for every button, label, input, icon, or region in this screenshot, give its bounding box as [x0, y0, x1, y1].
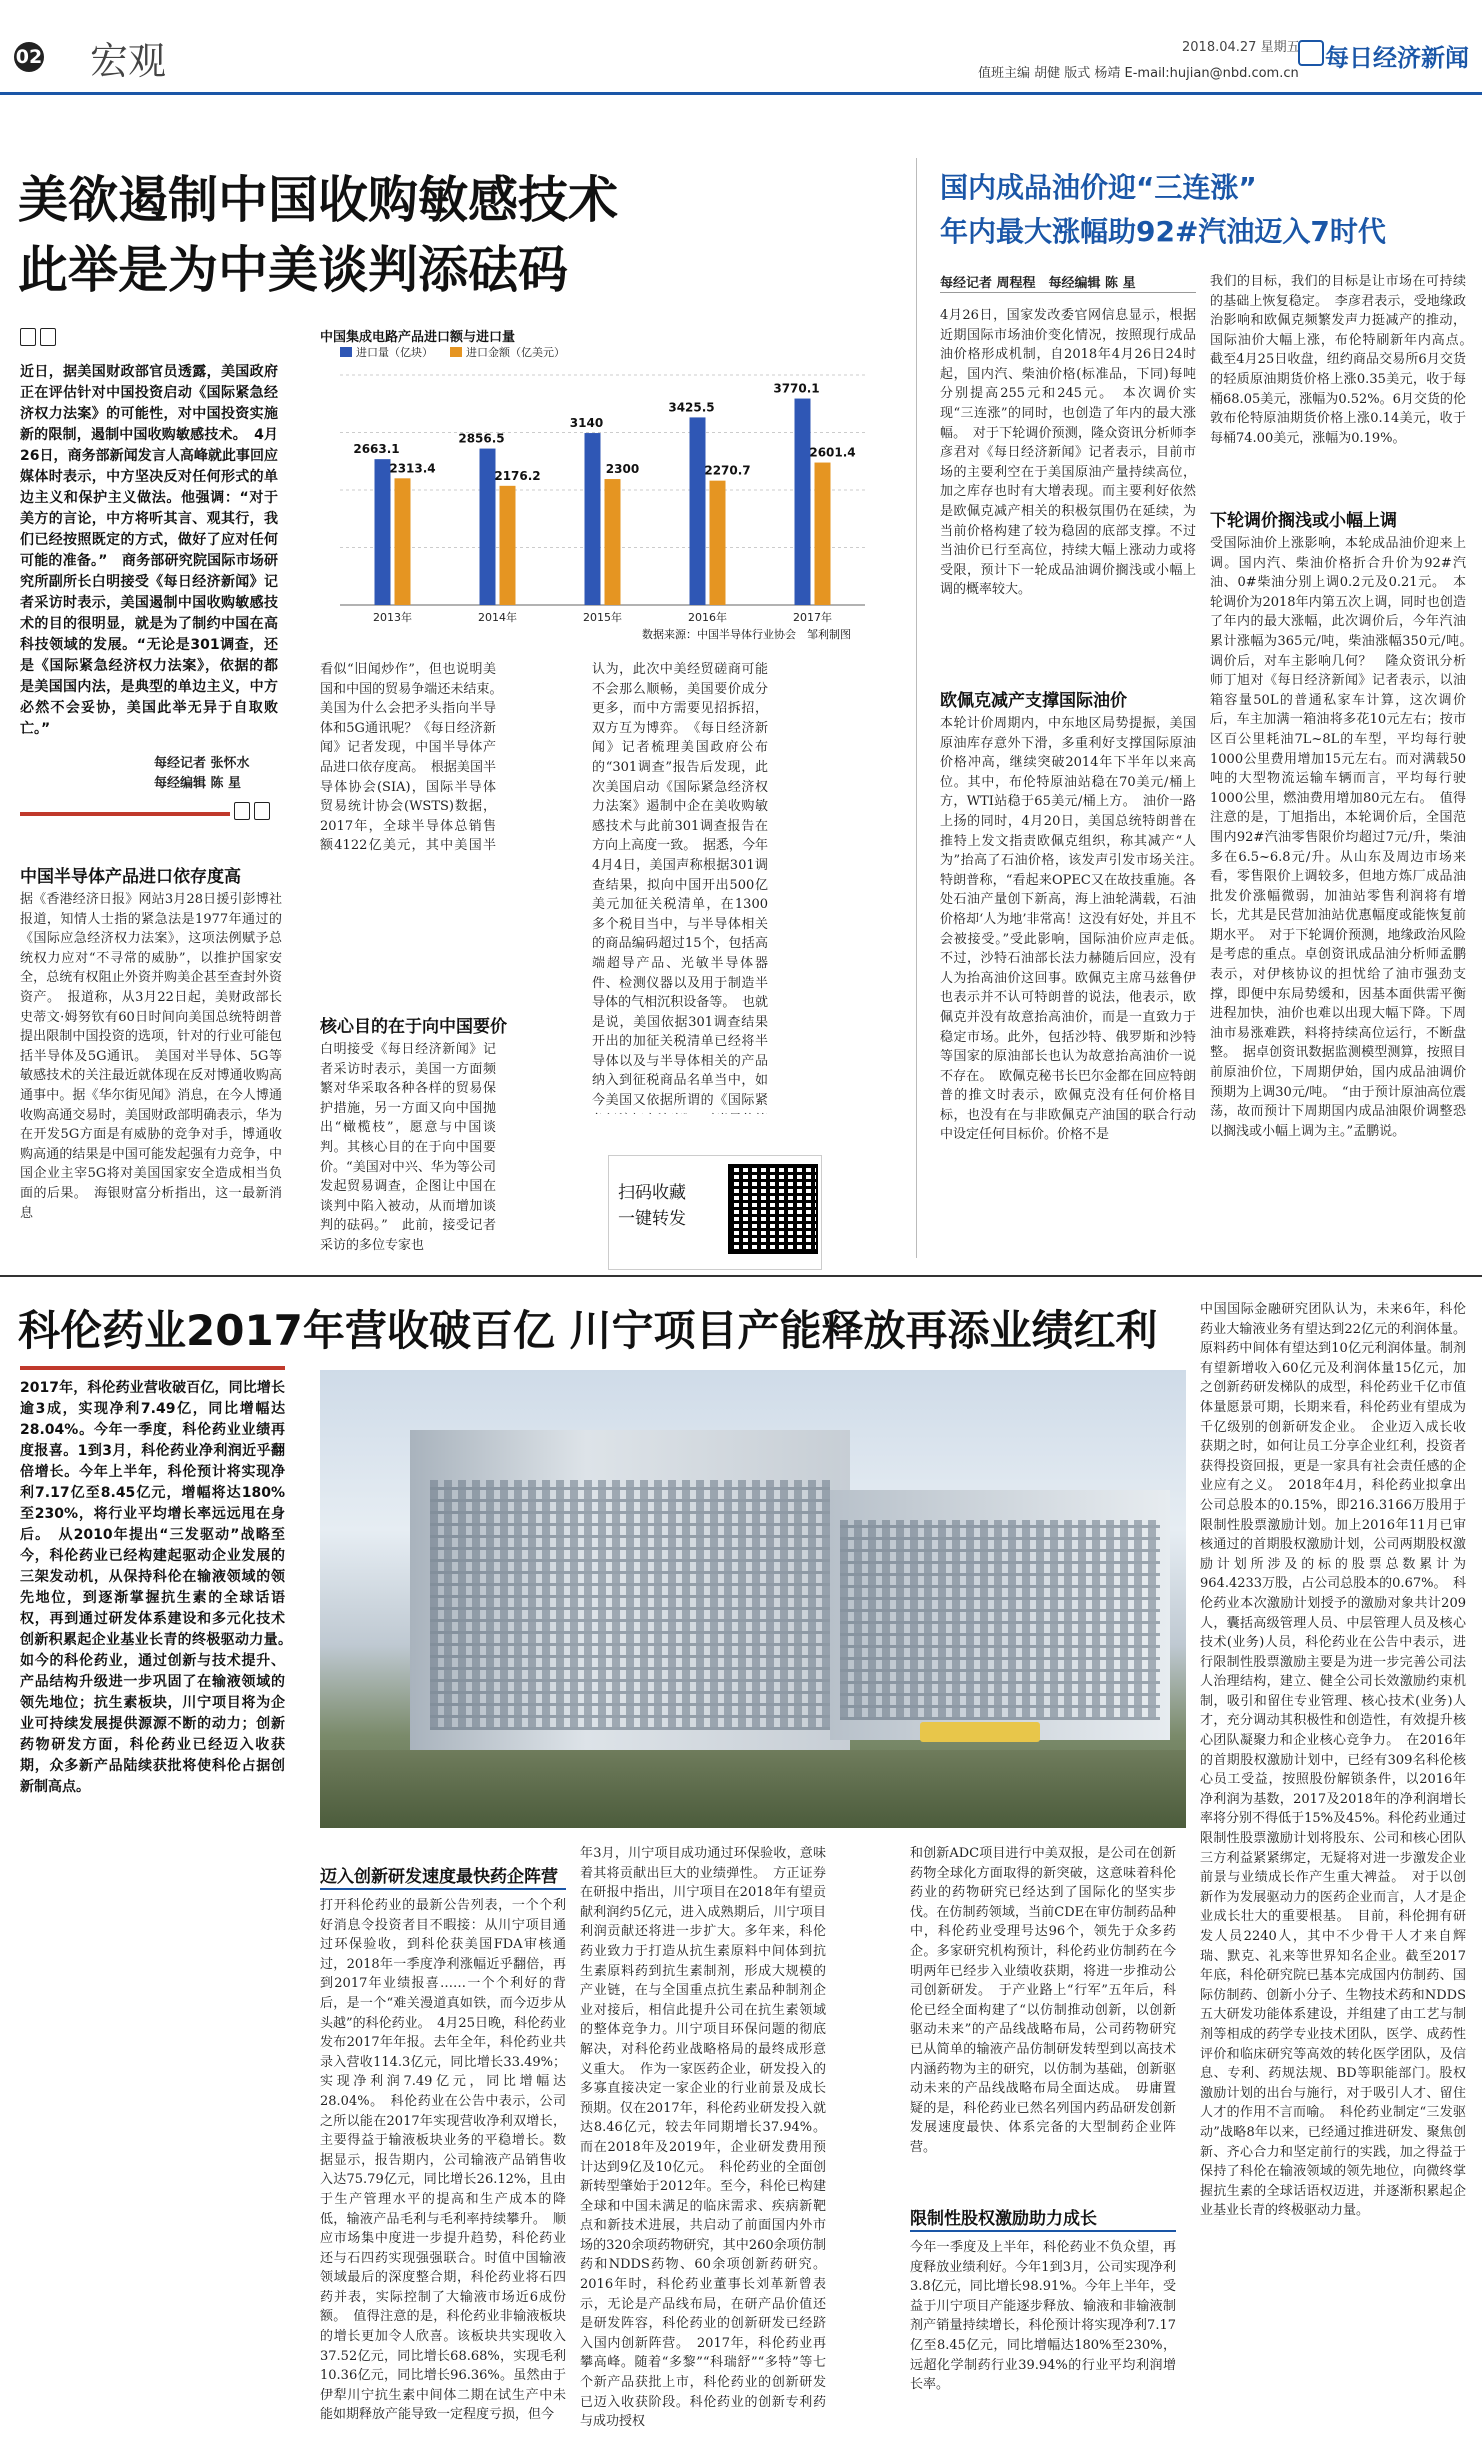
chart-source: 数据来源：中国半导体行业协会 邹利制图 — [642, 628, 851, 641]
article1-title — [18, 165, 918, 305]
x-tick-1: 2014年 — [478, 611, 517, 624]
qr-code-icon[interactable] — [728, 1164, 818, 1254]
article3-title: 科伦药业2017年营收破百亿 川宁项目产能释放再添业绩红利 — [18, 1306, 1158, 1355]
bar-1-3 — [710, 481, 726, 605]
article2-subhead2: 下轮调价搁浅或小幅上调 — [1210, 511, 1397, 531]
article2-column2: 我们的目标，我们的目标是让市场在可持续的基础上恢复稳定。 李彦君表示，受地缘政治影响和欧佩克频繁发声力挺减产的推动，国际油价大幅上涨，布伦特刷新年内高点。 截至4月25日收盘，纽约商品交易所6月交货的轻质原油期货价格上涨0.35美元，收于每桶68.05美元，涨幅为0.52%。6月交货的伦敦布伦特原油期货价格上涨0.14美元，收于每桶74.00美元，涨幅为0.19%。 — [1210, 274, 1466, 446]
article2-byline-rule — [940, 292, 1196, 293]
bar-label-0-0: 2663.1 — [353, 442, 400, 457]
article2-column2b: 受国际油价上涨影响，本轮成品油价迎来上调。国内汽、柴油价格折合升价为92#汽油、0#柴油分别上调0.2元及0.21元。 本轮调价为2018年内第五次上调，同时也创造了年内的最大涨幅，此次调价后，今年汽油累计涨幅为365元/吨，柴油涨幅350元/吨。 调价后，对车主影响几何？ 隆众资讯分析师丁旭对《每日经济新闻》记者表示，以油箱容量50L的普通私家车计算，这次调价后，车主加满一箱油将多花10元左右；按市区百公里耗油7L~8L的车型，平均每行驶1000公里费用增加15元左右。而对满载50吨的大型物流运输车辆而言，平均每行驶1000公里，燃油费用增加80元左右。 值得注意的是，丁旭指出，本轮调价后，全国范围内92#汽油零售限价均超过7元/升，柴油多在6.5~6.8元/升。从山东及周边市场来看，零售限价上调较多，但地方炼厂成品油批发价涨幅微弱，加油站零售利润将有增长，尤其是民营加油站优惠幅度或能恢复前期水平。 对于下轮调价预测，地缘政治风险是考虑的重点。卓创资讯成品油分析师孟鹏表示，对伊核协议的担忧给了油市强劲支撑，即便中东局势缓和，因基本面供需平衡进程加快，油价也难以出现大幅下降。下周油市易涨难跌，料将持续高位运行，不断盘整。 据卓创资讯数据监测模型测算，按照目前原油价位，下周期伊始，国内成品油调价预期为上调30元/吨。 “由于预计原油高位震荡，故而预计下周期国内成品油限价调整恐以搁浅或小幅上调为主。”孟鹏说。 — [1210, 536, 1466, 1139]
bar-1-4 — [815, 463, 831, 605]
section-title: 宏观 — [90, 39, 167, 83]
article2-column1b: 本轮计价周期内，中东地区局势提振，美国原油库存意外下滑，多重利好支撑国际原油价格冲高，继续突破2014年下半年以来高位。其中，布伦特原油站稳在70美元/桶上方，WTI站稳于65美元/桶上方。 油价一路上扬的同时，4月20日，美国总统特朗普在推特上发文指责欧佩克组织，称其减产“人为”抬高了石油价格，该发声引发市场关注。 特朗普称，“看起来OPEC又在故技重施。各处石油产量创下新高，海上油轮满载，石油价格却‘人为地’非常高！这没有好处，并且不会被接受。”受此影响，国际油价应声走低。 不过，沙特石油部长法力赫随后回应，没有人为抬高油价这回事。欧佩克主席马兹鲁伊也表示并不认可特朗普的说法，他表示，欧佩克并没有故意抬高油价，而是一直致力于稳定市场。此外，包括沙特、俄罗斯和沙特等国家的原油部长也认为故意抬高油价一说不存在。 欧佩克秘书长巴尔金都在回应特朗普的推文时表示，欧佩克没有任何价格目标，也没有在与非欧佩克产油国的联合行动中设定任何目标价。价格不是 — [940, 716, 1196, 1143]
article3-column3b: 今年一季度及上半年，科伦药业不负众望，再度释放业绩利好。今年1到3月，公司实现净利3.8亿元，同比增长98.91%。今年上半年，受益于川宁项目产能逐步释放、输液和非输液制剂产销量持续增长，科伦预计将实现净利7.17亿至8.45亿元，同比增幅达180%至230%，远超化学制药行业39.94%的行业平均利润增长率。 — [910, 2240, 1176, 2393]
article2-column1: 4月26日，国家发改委官网信息显示，根据近期国际市场油价变化情况，按照现行成品油价格形成机制，自2018年4月26日24时起，国内汽、柴油价格(标准品，下同)每吨分别提高255元和245元。 本次调价实现“三连涨”的同时，也创造了年内的最大涨幅。 对于下轮调价预测，隆众资讯分析师李彦君对《每日经济新闻》记者表示，目前市场的主要利空在于美国原油产量持续高位，加之库存也时有大增表现。而主要利好依然是欧佩克减产相关的积极氛围仍在延续，为当前价格构建了较为稳固的底部支撑。不过当油价已行至高位，持续大幅上涨动力或将受限，预计下一轮成品油调价搁浅或小幅上调的概率较大。 — [940, 308, 1196, 598]
article1-column2b: 白明接受《每日经济新闻》记者采访时表示，美国一方面频繁对华采取各种各样的贸易保护措施，另一方面又向中国抛出“橄榄枝”，愿意与中国谈判。其核心目的在于向中国要价。“美国对中兴、华为等公司发起贸易调查，企图让中国在谈判中陷入被动，从而增加谈判的砝码。” 此前，接受记者采访的多位专家也 — [320, 1042, 496, 1253]
bar-label-1-2: 2300 — [605, 462, 640, 477]
article2-subhead1: 欧佩克减产支撑国际油价 — [940, 691, 1127, 711]
bar-1-2 — [605, 479, 621, 605]
article3-sub2-rule — [910, 2230, 1176, 2232]
article1-column2: 看似“旧闻炒作”，但也说明美国和中国的贸易争端还未结束。 美国为什么会把矛头指向半导体和5G通讯呢？《每日经济新闻》记者发现，中国半导体产品进口依存度高。 根据美国半导体协会(SIA)，国际半导体贸易统计协会(WSTS)数据，2017年，全球半导体总销售额4122亿美元，其中美国半 — [320, 662, 496, 854]
newspaper-logo-icon — [1298, 40, 1324, 66]
article2-title-line2: 年内最大涨幅助92#汽油迈入7时代 — [940, 215, 1386, 248]
article1-quote-icon — [20, 328, 60, 350]
article3-sub1-rule — [320, 1888, 566, 1890]
bar-label-1-3: 2270.7 — [704, 463, 751, 478]
legend-swatch-0 — [340, 347, 352, 357]
article3-column4: 中国国际金融研究团队认为，未来6年，科伦药业大输液业务有望达到22亿元的利润体量。原料药中间体有望达到10亿元利润体量。制剂有望新增收入60亿元及利润体量15亿元，加之创新药研发梯队的成型，科伦药业千亿市值体量愿景可期，长期来看，科伦药业有望成为千亿级别的创新研发企业。 企业迈入成长收获期之时，如何让员工分享企业红利，投资者获得投资回报，更是一家具有社会责任感的企业应有之义。 2018年4月，科伦药业拟拿出公司总股本的0.15%，即216.3166万股用于限制性股票激励计划。加上2016年11月已审核通过的首期股权激励计划，公司两期股权激励计划所涉及的标的股票总数累计为964.4233万股，占公司总股本的0.67%。 科伦药业本次激励计划授予的激励对象共计209人，囊括高级管理人员、中层管理人员及核心技术(业务)人员，科伦药业在公告中表示，进行限制性股票激励主要是为进一步完善公司法人治理结构，建立、健全公司长效激励约束机制，吸引和留住专业管理、核心技术(业务)人才，充分调动其积极性和创造性，有效提升核心团队凝聚力和企业核心竞争力。 在2016年的首期股权激励计划中，已经有309名科伦核心员工受益，按照股份解锁条件，以2016年净利润为基数，2017及2018年的净利润增长率将分别不得低于15%及45%。科伦药业通过限制性股票激励计划将股东、公司和核心团队三方利益紧紧绑定，无疑将对进一步激发企业前景与业绩成长作产生重大裨益。 对于以创新作为发展驱动力的医药企业而言，人才是企业成长壮大的重要根基。 目前，科伦拥有研发人员2240人，其中不少骨干人才来自辉瑞、默克、礼来等世界知名企业。截至2017年底，科伦研究院已基本完成国内仿制药、国际仿制药、创新小分子、生物技术药和NDDS五大研发功能体系建设，并组建了由工艺与制剂等相成的药学专业技术团队，医学、成药性评价和临床研究等高效的转化医学团队，及信息、专利、药规法规、BD等职能部门。股权激励计划的出台与施行，对于吸引人才、留住人才的作用不言而喻。 科伦药业制定“三发驱动”战略8年以来，已经通过推进研发、聚焦创新、齐心合力和坚定前行的实践，加之得益于保持了科伦在输液领域的领先地位，向微终掌握抗生素的全球话语权迈进，并逐渐积累起企业基业长青的终极驱动力量。 — [1200, 1302, 1466, 2219]
bar-label-0-2: 3140 — [569, 416, 604, 431]
article3-lead: 2017年，科伦药业营收破百亿，同比增长逾3成，实现净利7.49亿，同比增幅达28.04%。今年一季度，科伦药业业绩再度报喜。1到3月，科伦药业净利润近乎翻倍增长。今年上半年，科伦预计将实现净利7.17亿至8.45亿元，增幅将达180%至230%，将行业平均增长率远远甩在身后。 从2010年提出“三发驱动”战略至今，科伦药业已经构建起驱动企业发展的三架发动机，从保持科伦在输液领域的领先地位，到逐渐掌握抗生素的全球话语权，再到通过研发体系建设和多元化技术创新积累起企业基业长青的终极驱动力量。 如今的科伦药业，通过创新与技术提升、产品结构升级进一步巩固了在输液领域的领先地位；抗生素板块，川宁项目将为企业可持续发展提供源源不断的动力；创新药物研发方面，科伦药业已经迈入收获期，众多新产品陆续获批将使科伦占据创新制高点。 — [20, 1380, 285, 1795]
bar-0-4 — [795, 399, 811, 605]
article1-lead-rule — [20, 812, 230, 816]
bar-0-3 — [690, 417, 706, 605]
article3-column3: 和创新ADC项目进行中美双报，是公司在创新药物全球化方面取得的新突破，这意味着科伦药业的药物研究已经达到了国际化的坚实步伐。在仿制药领域，当前CDE在审仿制药品种中，科伦药业受理号达96个，领先于众多药企。多家研究机构预计，科伦药业仿制药在今明两年已经步入业绩收获期，将进一步推动公司创新研发。 于产业路上“行军”五年后，科伦已经全面构建了“以仿制推动创新，以创新驱动未来”的产品线战略布局，公司药物研究已从简单的输液产品仿制研发转型到以高技术内涵药物为主的研究，以仿制为基础，创新驱动未来的产品线战略布局全面达成。 毋庸置疑的是，科伦药业已然名列国内药品研发创新发展速度最快、体系完备的大型制药企业阵营。 — [910, 1846, 1176, 2155]
bar-0-1 — [480, 449, 496, 605]
import-bar-chart — [320, 325, 877, 642]
x-tick-3: 2016年 — [688, 611, 727, 624]
qr-caption — [618, 1180, 686, 1232]
headquarters-photo — [320, 1370, 1186, 1828]
legend-label-0: 进口量（亿块） — [356, 346, 433, 359]
column-divider — [916, 158, 917, 1258]
bar-label-1-4: 2601.4 — [809, 445, 856, 460]
article2-title-line1: 国内成品油价迎“三连涨” — [940, 171, 1257, 204]
article1-title-line1: 美欲遏制中国收购敏感技术 — [18, 170, 618, 229]
article3-subhead2: 限制性股权激励助力成长 — [910, 2209, 1097, 2229]
article2-title — [940, 166, 1460, 254]
x-tick-4: 2017年 — [793, 611, 832, 624]
article1-column3: 认为，此次中美经贸磋商可能不会那么顺畅，美国要价成分更多，而中方需要见招拆招，双方互为博弈。 《每日经济新闻》记者梳理美国政府公布的“301调查”报告后发现，此次美国启动《国际紧急经济权力法案》遏制中企在美收购敏感技术与此前301调查报告在方向上高度一致。 据悉，今年4月4日，美国声称根据301调查结果，拟向中国开出500亿美元加征关税清单，在1300多个税目当中，与半导体相关的商品编码超过15个，包括高端超导产品、光敏半导体器件、检测仪器以及用于制造半导体的气相沉积设备等。 也就是说，美国依据301调查结果开出的加征关税清单已经将半导体以及与半导体相关的产品纳入到征税商品名单当中，如今美国又依据所谓的《国际紧 — [592, 662, 768, 1109]
header-divider — [0, 92, 1482, 95]
x-tick-2: 2015年 — [583, 611, 622, 624]
bar-0-2 — [585, 433, 601, 605]
article1-byline1: 每经记者 张怀水 — [154, 756, 250, 771]
page-number: 02 — [14, 42, 44, 72]
bar-0-0 — [375, 459, 391, 605]
article1-end-icon — [234, 802, 274, 824]
article1-subhead2: 核心目的在于向中国要价 — [320, 1017, 507, 1037]
article1-byline2: 每经编辑 陈 星 — [154, 776, 242, 791]
section-divider — [0, 1275, 1482, 1277]
bar-label-1-0: 2313.4 — [389, 461, 436, 476]
staff-line: 值班主编 胡健 版式 杨靖 E-mail:hujian@nbd.com.cn — [978, 66, 1299, 81]
article3-column2: 年3月，川宁项目成功通过环保验收，意味着其将贡献出巨大的业绩弹性。 方正证券在研报中指出，川宁项目在2018年有望贡献利润约5亿元，进入成熟期后，川宁项目利润贡献还将进一步扩大。多年来，科伦药业致力于打造从抗生素原料中间体到抗生素原料药到抗生素制剂，形成大规模的产业链，在与全国重点抗生素品种制剂企业对接后，相信此提升公司在抗生素领域的整体竞争力。川宁项目环保问题的彻底解决，对科伦药业战略格局的最终成形意义重大。 作为一家医药企业，研发投入的多寡直接决定一家企业的行业前景及成长预期。仅在2017年，科伦药业研发投入就达8.46亿元，较去年同期增长37.94%。而在2018年及2019年，企业研发费用预计达到9亿及10亿元。 科伦药业的全面创新转型肇始于2012年。至今，科伦已构建全球和中国未满足的临床需求、疾病新靶点和新技术进展，共启动了前面国内外市场的320余项药物研究，其中260余项仿制药和NDDS药物、60余项创新药研究。2016年时，科伦药业董事长刘革新曾表示，无论是产品线布局，在研产品价值还是研发阵容，科伦药业的创新研发已经跻入国内创新阵营。 2017年，科伦药业再攀高峰。随着“多黎”“科瑞舒”“多特”等七个新产品获批上市，科伦药业的创新研发已迈入收获阶段。科伦药业的创新专利药与成功授权 — [580, 1846, 826, 2430]
x-tick-0: 2013年 — [373, 611, 412, 624]
chart-legend — [340, 345, 565, 359]
article2-byline: 每经记者 周程程 每经编辑 陈 星 — [940, 276, 1136, 291]
article3-column1: 打开科伦药业的最新公告列表，一个个利好消息令投资者目不暇接：从川宁项目通过环保验收，到科伦获美国FDA审核通过，2018年一季度净利涨幅近乎翻倍，再到2017年业绩报喜……一个个利好的背后，是一个“难关漫道真如铁，而今迈步从头越”的科伦药业。 4月25日晚，科伦药业发布2017年年报。去年全年，科伦药业共录入营收114.3亿元，同比增长33.49%；实现净利润7.49亿元，同比增幅达28.04%。 科伦药业在公告中表示，公司之所以能在2017年实现营收净利双增长，主要得益于输液板块业务的平稳增长。数据显示，报告期内，公司输液产品销售收入达75.79亿元，同比增长26.12%，且由于生产管理水平的提高和生产成本的降低，输液产品毛利与毛利率持续攀升。 顺应市场集中度进一步提升趋势，科伦药业还与石四药实现强强联合。时值中国输液领域最后的深度整合期，科伦药业将石四药并表，实际控制了大输液市场近6成份额。 值得注意的是，科伦药业非输液板块的增长更加令人欣喜。该板块共实现收入37.52亿元，同比增长68.68%，实现毛利10.36亿元，同比增长96.36%。虽然由于伊犁川宁抗生素中间体二期在试生产中未能如期释放产能导致一定程度亏损，但今 — [320, 1898, 566, 2423]
bar-1-0 — [395, 478, 411, 605]
bar-label-0-3: 3425.5 — [668, 400, 715, 415]
issue-date: 2018.04.27 星期五 — [1182, 40, 1300, 55]
article1-subhead1: 中国半导体产品进口依存度高 — [20, 867, 241, 887]
qr-caption-line1: 扫码收藏 — [618, 1183, 686, 1203]
bar-label-0-1: 2856.5 — [458, 431, 505, 446]
chart-title: 中国集成电路产品进口额与进口量 — [320, 330, 516, 345]
article1-lead: 近日，据美国财政部官员透露，美国政府正在评估针对中国投资启动《国际紧急经济权力法案》的可能性，对中国投资实施新的限制，遏制中国收购敏感技术。 4月26日，商务部新闻发言人高峰就此事回应媒体时表示，中方坚决反对任何形式的单边主义和保护主义做法。他强调：“对于美方的言论，中方将听其言、观其行，我们已经按照既定的方式，做好了应对任何可能的准备。” 商务部研究院国际市场研究所副所长白明接受《每日经济新闻》记者采访时表示，美国遏制中国收购敏感技术的目的很明显，就是为了制约中国在高科技领域的发展。“无论是301调查，还是《国际紧急经济权力法案》，依据的都是美国国内法，是典型的单边主义，中方必然不会妥协，美国此举无异于自取败亡。” — [20, 364, 278, 737]
bar-1-1 — [500, 486, 516, 605]
legend-swatch-1 — [450, 347, 462, 357]
bar-label-0-4: 3770.1 — [773, 381, 820, 396]
article3-subhead1: 迈入创新研发速度最快药企阵营 — [320, 1867, 558, 1887]
legend-label-1: 进口金额（亿美元） — [466, 346, 565, 359]
newspaper-logo: 每日经济新闻 — [1325, 43, 1469, 72]
article3-lead-rule — [20, 1366, 285, 1370]
article1-title-line2: 此举是为中美谈判添砝码 — [18, 240, 568, 299]
article1-column1: 据《香港经济日报》网站3月28日援引彭博社报道，知情人士指的紧急法是1977年通过的《国际应急经济权力法案》，这项法例赋予总统权力应对“不寻常的威胁”，以推护国家安全，总统有权阻止外资并购美企甚至查封外资资产。 报道称，从3月22日起，美财政部长史蒂文·姆努钦有60日时间向美国总统特朗普提出限制中国投资的选项，针对的行业可能包括半导体及5G通讯。 美国对半导体、5G等敏感技术的关注最近就体现在反对博通收购高通事中。据《华尔街见闻》消息，在今人博通收购高通交易时，美国财政部明确表示，华为在开发5G方面是有威胁的竞争对手，博通收购高通的结果是中国可能发起强有力竞争，中国企业主宰5G将对美国国家安全造成相当负面的后果。 海银财富分析指出，这一最新消息 — [20, 892, 282, 1221]
qr-caption-line2: 一键转发 — [618, 1209, 686, 1229]
bar-label-1-1: 2176.2 — [494, 468, 541, 483]
